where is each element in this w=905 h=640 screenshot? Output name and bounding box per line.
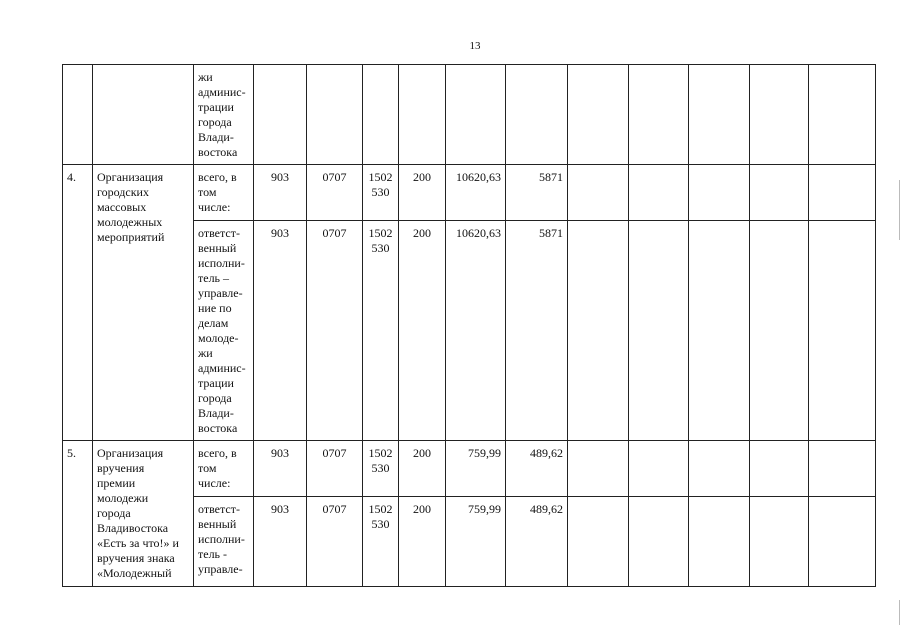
activity-name-cell [93,65,194,165]
activity-name-cell: Организация вручения премии молодежи города Владивостока «Есть за что!» и вручения знака «Молодежный [93,441,194,587]
scan-edge-mark [899,180,900,240]
item-number: 4. [63,165,93,441]
rzpr-cell: 0707 [307,165,363,221]
vr-cell: 200 [399,497,446,587]
value2-cell: 5871 [506,221,568,441]
value1-cell: 759,99 [446,441,506,497]
value1-cell: 10620,63 [446,221,506,441]
activity-name-cell: Организация городских массовых молодежных мероприятий [93,165,194,441]
rzpr-cell: 0707 [307,497,363,587]
value2-cell: 5871 [506,165,568,221]
grbs-cell: 903 [254,221,307,441]
csr-cell: 1502 530 [363,165,399,221]
vr-cell: 200 [399,441,446,497]
value2-cell: 489,62 [506,441,568,497]
grbs-cell: 903 [254,441,307,497]
vr-cell: 200 [399,165,446,221]
table-row-item-5-total [63,441,876,497]
table-row-item-4-total [63,165,876,221]
csr-cell: 1502 530 [363,497,399,587]
executor-cell: жи админис- трации города Влади- востока [194,65,254,165]
executor-cell: ответст- венный исполни- тель - управле- [194,497,254,587]
table-row-continuation [63,65,876,165]
executor-cell: всего, в том числе: [194,165,254,221]
executor-cell: всего, в том числе: [194,441,254,497]
value1-cell: 759,99 [446,497,506,587]
value2-cell: 489,62 [506,497,568,587]
grbs-cell: 903 [254,165,307,221]
page-number: 13 [469,40,481,52]
rzpr-cell: 0707 [307,441,363,497]
csr-cell: 1502 530 [363,221,399,441]
rzpr-cell: 0707 [307,221,363,441]
value1-cell: 10620,63 [446,165,506,221]
csr-cell: 1502 530 [363,441,399,497]
number-cell [63,65,93,165]
vr-cell: 200 [399,221,446,441]
grbs-cell: 903 [254,497,307,587]
executor-cell: ответст- венный исполни- тель – управле- ние по делам молоде- жи админис- трации города Влади- востока [194,221,254,441]
budget-table [62,64,876,587]
scan-edge-mark [899,600,900,625]
item-number: 5. [63,441,93,587]
